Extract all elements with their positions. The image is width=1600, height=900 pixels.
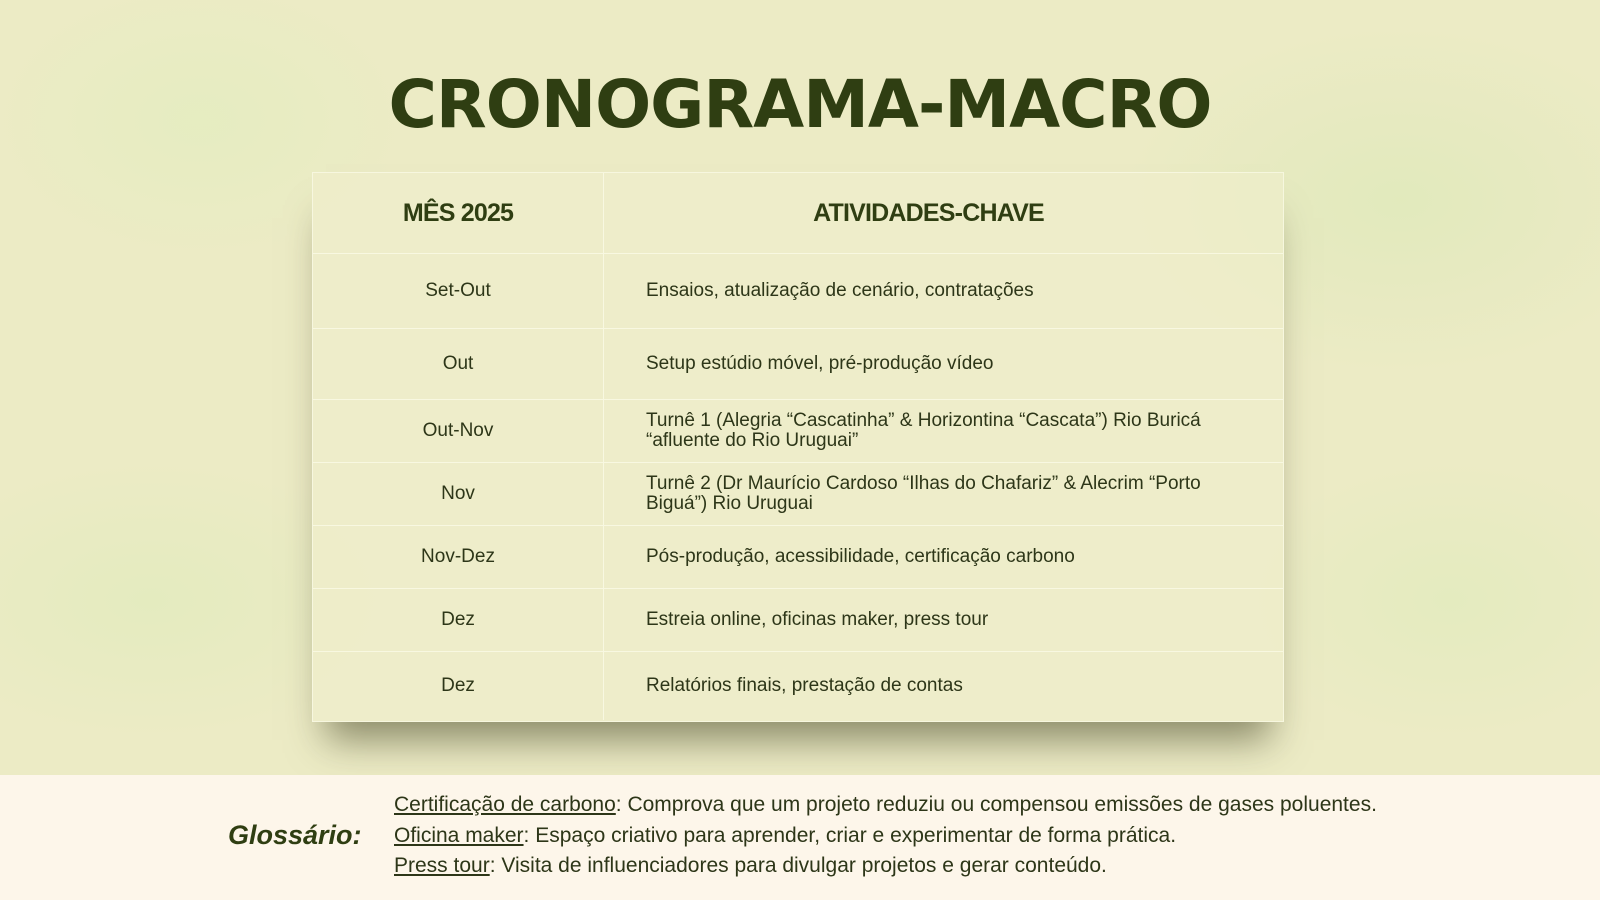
glossary-definition: : Visita de influenciadores para divulgar projetos e gerar conteúdo. [489,854,1107,877]
glossary-item [394,851,1377,882]
schedule-table [312,172,1284,722]
table-row [313,463,1283,526]
activity-cell: Turnê 1 (Alegria “Cascatinha” & Horizontina “Cascata”) Rio Buricá “afluente do Rio Uruguai” [646,410,1201,451]
activity-cell: Ensaios, atualização de cenário, contratações [646,280,1034,301]
activity-cell: Setup estúdio móvel, pré-produção vídeo [646,353,994,374]
header-month: MÊS 2025 [313,173,604,253]
glossary-term: Certificação de carbono [394,793,616,816]
month-cell: Set-Out [313,254,604,328]
glossary-term: Press tour [394,854,490,877]
month-cell: Dez [313,589,604,651]
header-activities: ATIVIDADES-CHAVE [813,199,1044,227]
glossary-definition: : Espaço criativo para aprender, criar e experimentar de forma prática. [523,823,1177,847]
activity-cell: Estreia online, oficinas maker, press tour [646,609,989,630]
glossary-section [0,775,1600,900]
table-row [313,400,1283,463]
month-cell: Out-Nov [313,400,604,462]
month-cell: Nov [313,463,604,525]
page-title: CRONOGRAMA-MACRO [388,66,1212,143]
table-row [313,652,1283,720]
month-cell: Out [313,329,604,399]
glossary-term: Oficina maker [394,823,524,847]
month-cell: Dez [313,652,604,720]
table-row [313,526,1283,589]
glossary-label: Glossário: [228,820,362,850]
glossary-definition: : Comprova que um projeto reduziu ou compensou emissões de gases poluentes. [615,793,1377,816]
glossary-list [394,790,1377,882]
activity-cell: Pós-produção, acessibilidade, certificação carbono [646,546,1075,567]
activity-cell: Turnê 2 (Dr Maurício Cardoso “Ilhas do Chafariz” & Alecrim “Porto Biguá”) Rio Uruguai [646,473,1201,514]
glossary-item [394,790,1377,821]
table-row [313,254,1283,329]
table-header-row [313,173,1283,254]
table-row [313,329,1283,400]
activity-cell: Relatórios finais, prestação de contas [646,675,963,696]
glossary-item [394,821,1377,852]
table-row [313,589,1283,652]
month-cell: Nov-Dez [313,526,604,588]
